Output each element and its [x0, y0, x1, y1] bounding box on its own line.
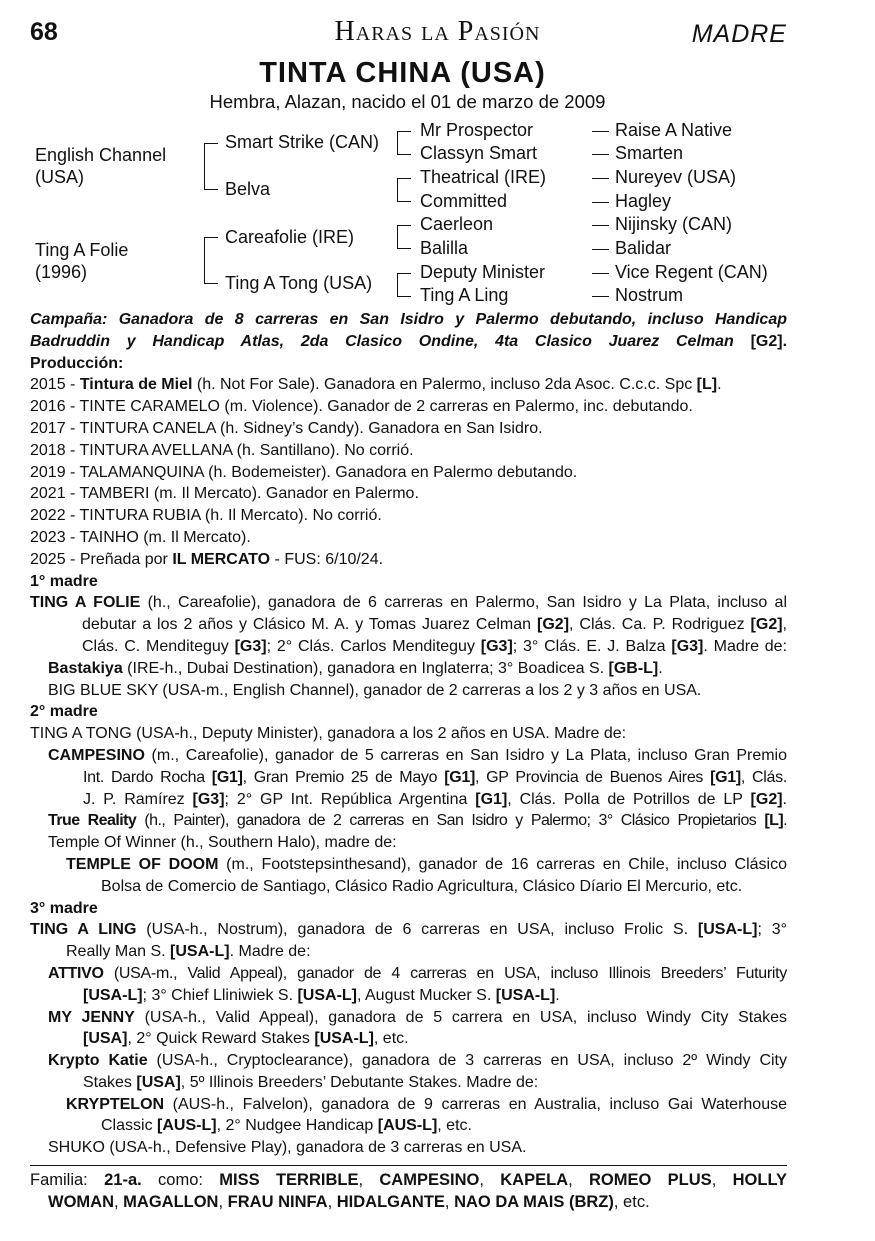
pedigree-sire-name: English Channel — [35, 145, 167, 165]
entry-text: ; 3° — [757, 921, 788, 939]
grade-badge: [L] — [764, 812, 784, 830]
pedigree-bracket — [397, 273, 411, 274]
family-member: NAO DA MAIS (BRZ) — [454, 1193, 614, 1211]
entry-text: , GP Provincia de Buenos Aires — [475, 768, 711, 786]
pedigree-gen3-2: Classyn Smart — [420, 143, 538, 163]
offspring-name: MY JENNY — [48, 1008, 135, 1026]
pedigree-dash — [592, 273, 609, 274]
production-entry: 2022 - TINTURA RUBIA (h. Il Mercato). No corrió. — [30, 507, 382, 525]
campaign-text: Badruddin y Handicap Atlas, 2da Clasico Ondine, 4ta Clasico Juarez Celman — [30, 332, 734, 350]
entry-text: . — [555, 986, 560, 1004]
production-entry: 2019 - TALAMANQUINA (h. Bodemeister). Ganadora en Palermo debutando. — [30, 463, 578, 481]
dam3-heading: 3° madre — [30, 899, 98, 917]
dam2-entry: TING A TONG (USA-h., Deputy Minister), ganadora a los 2 años en USA. Madre de: — [30, 725, 627, 743]
grade-badge: [G3] — [480, 637, 513, 655]
pedigree-gen2-1: Smart Strike (CAN) — [225, 132, 380, 152]
entry-text: . Madre de: — [229, 943, 311, 961]
pedigree-bracket — [204, 237, 218, 238]
pedigree-dash — [592, 249, 609, 250]
grade-badge: [USA-L] — [495, 986, 556, 1004]
grade-badge: [G1] — [710, 768, 741, 786]
grade-badge: [G2] — [537, 616, 570, 634]
entry-text: Clás. C. Menditeguy — [82, 637, 235, 655]
production-year: 2025 - Preñada por — [30, 550, 173, 568]
entry-text: , Clás. — [740, 768, 787, 786]
grade-badge: [AUS-L] — [157, 1117, 217, 1135]
pedigree-bracket — [397, 248, 411, 249]
dam2-entry: Temple Of Winner (h., Southern Halo), madre de: — [48, 834, 397, 852]
entry-text: Classic — [101, 1117, 158, 1135]
production-entry: 2018 - TINTURA AVELLANA (h. Santillano). No corrió. — [30, 441, 414, 459]
dam3-entry: SHUKO (USA-h., Defensive Play), ganadora de 3 carreras en USA. — [48, 1139, 527, 1157]
dam2-entry — [30, 789, 787, 811]
pedigree-bracket — [397, 225, 398, 248]
dam2-entry — [30, 767, 787, 789]
pedigree-gen4-3: Nureyev (USA) — [615, 167, 737, 187]
pedigree-gen4-2: Smarten — [615, 143, 684, 163]
campaign-line — [30, 331, 787, 353]
family-member: MAGALLON — [123, 1193, 219, 1211]
entry-text: ; 2° Clás. Carlos Menditeguy — [266, 637, 481, 655]
pedigree-bracket — [204, 143, 218, 144]
pedigree-bracket — [397, 131, 411, 132]
pedigree-bracket — [204, 283, 218, 284]
entry-text: debutar a los 2 años y Clásico M. A. y Tomas Juarez Celman — [82, 616, 538, 634]
grade-badge: [USA] — [136, 1073, 181, 1091]
dam1-entry — [30, 636, 787, 658]
dam3-entry — [30, 963, 787, 985]
production-entry: 2023 - TAINHO (m. Il Mercato). — [30, 528, 251, 546]
dam3-entry — [30, 1050, 787, 1072]
entry-text: (m., Footstepsinthesand), ganador de 16 carreras en Chile, incluso Clásico — [218, 855, 787, 873]
grade-badge: [G2] — [750, 790, 783, 808]
production-entry — [30, 549, 787, 571]
dam-name: TING A FOLIE — [30, 594, 141, 612]
grade-badge: [G3] — [671, 637, 704, 655]
grade-badge: [G3] — [192, 790, 225, 808]
pedigree-dash — [592, 225, 609, 226]
grade-badge: [USA-L] — [83, 986, 143, 1004]
grade-badge: [USA-L] — [697, 921, 758, 939]
pedigree-gen3-6: Balilla — [420, 238, 469, 258]
family-line: WOMAN, MAGALLON, FRAU NINFA, HIDALGANTE, NAO DA MAIS (BRZ), etc. — [48, 1193, 650, 1211]
offspring-name: ATTIVO — [48, 964, 104, 982]
entry-text: , etc. — [373, 1030, 409, 1048]
pedigree-bracket — [397, 131, 398, 154]
entry-text: , etc. — [437, 1117, 472, 1135]
production-year: 2015 - — [30, 376, 80, 394]
farm-name: Haras la Pasión — [334, 16, 541, 47]
entry-text: (USA-h., Cryptoclearance), ganadora de 3 carreras en USA, incluso 2º Windy City — [147, 1052, 787, 1070]
dam3-entry — [30, 1007, 787, 1029]
dam-name: TING A LING — [30, 921, 137, 939]
pedigree-bracket — [397, 225, 411, 226]
entry-text: (USA-h., Valid Appeal), ganadora de 5 carrera en USA, incluso Windy City Stakes — [134, 1008, 787, 1026]
pedigree-gen2-4: Ting A Tong (USA) — [225, 273, 373, 293]
pedigree-gen3-4: Committed — [420, 191, 508, 211]
offspring-name: CAMPESINO — [48, 746, 145, 764]
covering-date: - FUS: 6/10/24. — [270, 550, 384, 568]
pedigree-gen3-8: Ting A Ling — [420, 285, 509, 305]
grade-badge: [G1] — [444, 768, 476, 786]
entry-text: (USA-h., Nostrum), ganadora de 6 carreras en USA, incluso Frolic S. — [136, 921, 698, 939]
section-label: MADRE — [691, 20, 787, 48]
pedigree-gen4-8: Nostrum — [615, 285, 684, 305]
production-entry — [30, 374, 787, 396]
pedigree-gen3-5: Caerleon — [420, 214, 494, 234]
dam3-entry — [30, 1028, 787, 1050]
horse-name: TINTA CHINA (USA) — [259, 57, 546, 89]
dam1-entry — [30, 614, 787, 636]
entry-text: ; 3° Clás. E. J. Balza — [512, 637, 672, 655]
entry-text: ; 2° GP Int. República Argentina — [224, 790, 476, 808]
dam1-heading: 1° madre — [30, 572, 98, 590]
entry-text: (IRE-h., Dubai Destination), ganadora en Inglaterra; 3° Boadicea S. — [122, 659, 609, 677]
dam2-entry: Bolsa de Comercio de Santiago, Clásico Radio Agricultura, Clásico Díario El Mercurio, etc. — [101, 877, 743, 895]
offspring-text: (h. Not For Sale). Ganadora en Palermo, incluso 2da Asoc. C.c.c. Spc — [192, 376, 697, 394]
grade-badge: [AUS-L] — [377, 1117, 438, 1135]
pedigree-bracket — [204, 237, 205, 283]
family-member: FRAU NINFA — [227, 1193, 328, 1211]
entry-text: . — [658, 659, 663, 677]
pedigree-bracket — [397, 154, 411, 155]
pedigree-dash — [592, 296, 609, 297]
entry-text: (m., Careafolie), ganador de 5 carreras en San Isidro y La Plata, incluso Gran Premio — [144, 746, 787, 764]
pedigree-dash — [592, 131, 609, 132]
offspring-name: True Reality — [48, 812, 137, 830]
pedigree-gen4-5: Nijinsky (CAN) — [615, 214, 732, 234]
grade-badge: [G1] — [211, 768, 243, 786]
offspring-name: Tintura de Miel — [79, 376, 193, 394]
dam2-entry — [30, 854, 787, 876]
entry-text: . — [782, 790, 787, 808]
entry-text: Stakes — [83, 1073, 137, 1091]
family-section — [30, 1169, 787, 1213]
pedigree-dam — [35, 240, 128, 282]
pedigree-gen3-1: Mr Prospector — [420, 120, 534, 140]
pedigree-dam-year: (1996) — [35, 262, 88, 282]
dam2-entry — [30, 810, 787, 832]
entry-text: . — [783, 812, 787, 830]
dam1-entry: BIG BLUE SKY (USA-m., English Channel), ganador de 2 carreras a los 2 y 3 años en USA. — [48, 681, 702, 699]
pedigree-dash — [592, 154, 609, 155]
entry-text: (h., Careafolie), ganadora de 6 carreras en Palermo, San Isidro y La Plata, incluso al — [140, 594, 787, 612]
family-member: HIDALGANTE — [336, 1193, 445, 1211]
pedigree-bracket — [397, 178, 398, 201]
offspring-name: TEMPLE OF DOOM — [66, 855, 219, 873]
grade-badge: [GB-L] — [608, 659, 659, 677]
pedigree-dash — [592, 202, 609, 203]
entry-text: , 2° Quick Reward Stakes — [127, 1030, 315, 1048]
dam3-entry — [30, 919, 787, 941]
production-entry: 2017 - TINTURA CANELA (h. Sidney’s Candy). Ganadora en San Isidro. — [30, 419, 543, 437]
pedigree-gen4-7: Vice Regent (CAN) — [615, 262, 768, 282]
family-member: HOLLY — [732, 1171, 788, 1189]
dam2-entry — [30, 745, 787, 767]
pedigree-gen4-1: Raise A Native — [615, 120, 733, 140]
campaign-line: Campaña: Ganadora de 8 carreras en San Isidro y Palermo debutando, incluso Handicap — [30, 311, 787, 328]
entry-text: , Gran Premio 25 de Mayo — [242, 768, 445, 786]
family-member: ROMEO PLUS — [589, 1171, 712, 1189]
dam3-entry — [30, 1115, 787, 1137]
pedigree-gen3-7: Deputy Minister — [420, 262, 546, 282]
catalog-body — [30, 309, 787, 1159]
offspring-name: KRYPTELON — [66, 1095, 165, 1113]
pedigree-gen4-6: Balidar — [615, 238, 672, 258]
entry-text: , Clás. Polla de Potrillos de LP — [507, 790, 751, 808]
pedigree-bracket — [397, 296, 411, 297]
grade-badge: [USA-L] — [170, 943, 230, 961]
grade-badge: [G1] — [475, 790, 508, 808]
pedigree-bracket — [397, 273, 398, 296]
offspring-name: Bastakiya — [48, 659, 123, 677]
pedigree-bracket — [204, 143, 205, 189]
family-divider — [30, 1165, 787, 1166]
grade-badge: [G2]. — [750, 332, 788, 350]
dam3-entry — [30, 1094, 787, 1116]
dam3-entry — [30, 941, 787, 963]
pedigree-gen2-2: Belva — [225, 179, 271, 199]
pedigree-bracket — [397, 178, 411, 179]
grade-badge: [L] — [696, 376, 718, 394]
dam2-heading: 2° madre — [30, 703, 98, 721]
family-member: WOMAN — [48, 1193, 114, 1211]
entry-text: Really Man S. — [66, 943, 171, 961]
family-member: KAPELA — [500, 1171, 569, 1189]
pedigree-gen3-3: Theatrical (IRE) — [420, 167, 547, 187]
page-number: 68 — [30, 18, 58, 46]
pedigree-bracket — [397, 201, 411, 202]
entry-text: Int. Dardo Rocha — [83, 768, 212, 786]
pedigree-dash — [592, 178, 609, 179]
pedigree-dam-name: Ting A Folie — [35, 240, 129, 260]
grade-badge: [G2] — [750, 616, 783, 634]
offspring-text: . — [717, 376, 722, 394]
family-member: CAMPESINO — [379, 1171, 480, 1189]
entry-text: , — [782, 616, 787, 634]
family-como: como: — [141, 1171, 220, 1189]
dam1-entry — [30, 592, 787, 614]
family-member: MISS TERRIBLE — [219, 1171, 359, 1189]
pedigree-sire — [35, 145, 166, 187]
family-number: 21-a. — [104, 1171, 142, 1189]
entry-text: , Clás. Ca. P. Rodriguez — [569, 616, 751, 634]
pedigree-bracket — [204, 189, 218, 190]
production-entry: 2016 - TINTE CARAMELO (m. Violence). Ganador de 2 carreras en Palermo, inc. debutando. — [30, 398, 693, 416]
entry-text: , 5º Illinois Breeders’ Debutante Stakes. Madre de: — [180, 1073, 539, 1091]
family-end: , etc. — [613, 1193, 650, 1211]
dam1-entry — [30, 658, 787, 680]
grade-badge: [USA-L] — [297, 986, 357, 1004]
entry-text: J. P. Ramírez — [83, 790, 193, 808]
dam3-entry — [30, 985, 787, 1007]
grade-badge: [G3] — [234, 637, 267, 655]
entry-text: (h., Painter), ganadora de 2 carreras en San Isidro y Palermo; 3° Clásico Propietarios — [136, 812, 765, 830]
pedigree-gen4-4: Hagley — [615, 191, 672, 211]
production-entry: 2021 - TAMBERI (m. Il Mercato). Ganador en Palermo. — [30, 485, 419, 503]
entry-text: (AUS-h., Falvelon), ganadora de 9 carreras en Australia, incluso Gai Waterhouse — [164, 1095, 787, 1113]
entry-text: . Madre de: — [703, 637, 788, 655]
pedigree-sire-country: (USA) — [35, 167, 84, 187]
dam3-entry — [30, 1072, 787, 1094]
pedigree-gen2-3: Careafolie (IRE) — [225, 227, 355, 247]
entry-text: ; 3° Chief Lliniwiek S. — [142, 986, 298, 1004]
horse-description: Hembra, Alazan, nacido el 01 de marzo de 2009 — [209, 91, 606, 112]
entry-text: , 2° Nudgee Handicap — [216, 1117, 378, 1135]
grade-badge: [USA] — [83, 1030, 128, 1048]
grade-badge: [USA-L] — [314, 1030, 374, 1048]
covering-sire: IL MERCATO — [172, 550, 271, 568]
family-label: Familia: — [30, 1171, 105, 1189]
offspring-name: Krypto Katie — [48, 1052, 148, 1070]
entry-text: (USA-m., Valid Appeal), ganador de 4 carreras en USA, incluso Illinois Breeders’ Futurity — [103, 964, 787, 982]
entry-text: , August Mucker S. — [357, 986, 496, 1004]
production-heading: Producción: — [30, 354, 124, 372]
family-line: Familia: 21-a. como: MISS TERRIBLE, CAMPESINO, KAPELA, ROMEO PLUS, HOLLY — [30, 1171, 788, 1189]
